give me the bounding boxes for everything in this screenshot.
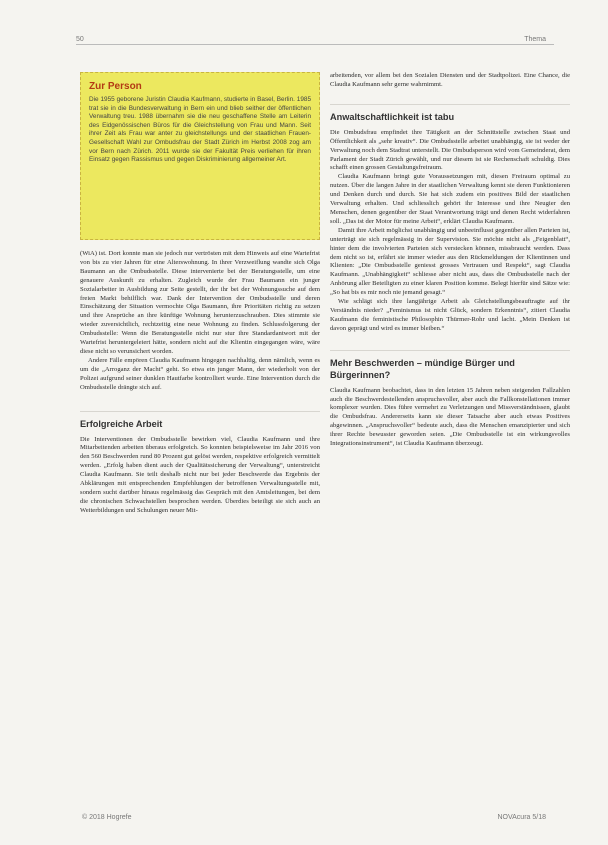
body-paragraph: arbeitenden, vor allem bei den Sozialen Diensten und der Stadtpolizei. Eine Chance, die Claudia Kaufmann sehr gerne wahrnimmt.: [330, 72, 570, 88]
section-rule: [80, 411, 320, 412]
body-paragraph: Andere Fälle empören Claudia Kaufmann hingegen nachhaltig, denn nämlich, wenn es um die „Arroganz der Macht“ geht. So etwa ein junger Mann, der wiederholt von der Polizei aufgrund seiner dunklen Hautfarbe kontrolliert wurde. Eine Intervention durch die Ombudsstelle drängte sich auf.: [80, 356, 320, 391]
info-box-title: Zur Person: [89, 81, 142, 92]
body-paragraph: Die Ombudsfrau empfindet ihre Tätigkeit an der Schnittstelle zwischen Staat und Öffentlichkeit als „sehr kreativ“. Die Ombudsstelle arbeitet unabhängig, sie ist weder der Verwaltung noch dem Stadtrat unterstellt. Die Ombudsperson wird vom Gemeinderat, dem Parlament der Stadt Zürich gewählt, und nur diesem ist sie Rechenschaft schuldig. Dies schafft einen grossen Gestaltungsfreiraum.: [330, 128, 570, 172]
section-heading: Anwaltschaftlichkeit ist tabu: [330, 111, 455, 122]
section-heading: Erfolgreiche Arbeit: [80, 418, 163, 429]
section-label: Thema: [524, 36, 546, 43]
body-paragraph: Claudia Kaufmann bringt gute Voraussetzungen mit, diesen Freiraum optimal zu nutzen. Über die langen Jahre in der staatlichen Verwaltung kennt sie deren Funktionieren und Denken durch und durch. Sie hat sich zudem ein positives Bild der staatlichen Verwaltung erhalten. Und schliesslich gehört ihr Interesse und ihre Neugier den Menschen, denen gegenüber der Staat Verantwortung trägt und denen Recht widerfahren soll. „Das ist der Motor für meine Arbeit“, erklärt Claudia Kaufmann.: [330, 173, 570, 225]
info-box: [80, 72, 320, 240]
body-paragraph: Claudia Kaufmann beobachtet, dass in den letzten 15 Jahren neben steigenden Fallzahlen auch die Beschwerdestellenden anspruchsvoller, aber auch die Fallkonstellationen immer komplexer wurden. Dies führe vermehrt zu Verletzungen und Missverständnissen, glaubt die Ombudsfrau. Andererseits kann sie dieser Tatsache aber auch etwas Positives abgewinnen. „Anspruchsvoller“ bedeute auch, dass die Menschen emanzipierter und sich ihrer Rechte bewusster geworden seien. „Die Ombudsstelle ist ein wirkungsvolles Integrationsinstrument“, ist Claudia Kaufmann überzeugt.: [330, 386, 570, 448]
body-paragraph: Damit ihre Arbeit möglichst unabhängig und unbeeinflusst gegenüber allen Parteien ist, unterträgt sie sich regelmässig in der Supervision. Sie möchte nicht als „Feigenblatt“, hinter dem die involvierten Parteien sich verstecken können, missbraucht werden. Dass dem nicht so ist, erfährt sie immer wieder aus den Rückmeldungen der Klientinnen und Klienten: „Die Ombudsstelle geniesst grosses Vertrauen und Respekt“, sagt Claudia Kaufmann. „Unabhängigkeit“ schliesse aber nicht aus, dass die Ombudsstelle nach der Anhörung aller Beteiligten zu einer klaren Position komme. Belegt hierfür sind Sätze wie: „So hat bis es mir noch nie jemand gesagt.“: [330, 226, 570, 297]
header-rule: [76, 44, 554, 45]
footer-copyright: © 2018 Hogrefe: [82, 814, 132, 821]
footer-issue: NOVAcura 5/18: [497, 814, 546, 821]
page-number: 50: [76, 36, 84, 43]
body-paragraph: Die Interventionen der Ombudsstelle bewirken viel, Claudia Kaufmann und ihre Mitarbeitenden arbeiten überaus erfolgreich. So konnten beispielsweise im Jahr 2016 von den 560 Beschwerden rund 80 Prozent gut gelöst werden, respektive erfolgreich vermittelt werden. „Erfolg haben dient auch der Qualitätssicherung der Verwaltung“, unterstreicht Claudia Kaufmann. Sie teilt deshalb nicht nur bei jeder Beschwerde das Ergebnis der Abklärungen mit entsprechenden Empfehlungen der betroffenen Verwaltungsstelle mit, sondern sucht darüber hinaus regelmässig das Gespräch mit den Amtsleitungen, bei dem die chronischen Schwachstellen besprochen werden. Überdies beteiligt sie sich auch an Weiterbildungen und Schulungen neuer Mit-: [80, 435, 320, 514]
body-paragraph: Wie schlägt sich ihre langjährige Arbeit als Gleichstellungsbeauftragte auf ihr Verständnis nieder? „Feminismus ist nicht Glück, sondern Erkenntnis“, zitiert Claudia Kaufmann die feministische Philosophin Thürmer-Rohr und lacht. „Mein Denken ist davon geprägt und wird es immer bleiben.“: [330, 298, 570, 332]
body-paragraph: (WiA) ist. Dort konnte man sie jedoch nur vertrösten mit dem Hinweis auf eine Wartefrist von bis zu vier Jahren für eine Alterswohnung. In ihrer Verzweiflung wandte sich Olga Baumann an die Ombudsstelle. Diese intervenierte bei der Beratungsstelle, um eine genauere Auskunft zu erhalten. Zugleich wurde der Frau Baumann ein junger Sozialarbeiter in Ausbildung zur Seite gestellt, der ihr bei der Wohnungssuche auf dem freien Markt behilflich war. Dank der Intervention der Ombudsstelle und deren Einschätzung der Situation vermochte Olga Baumann, ihre Prioritäten richtig zu setzen und ihre Ansprüche an ihre künftige Wohnung herunterzuschrauben. Dies stimmte sie wieder zuversichtlich, rechtzeitig eine neue Wohnung zu finden. Schlussfolgerung der Ombudsstelle: Wenn die Beratungsstelle nicht nur stur ihre Standardantwort mit der Wartefrist heruntergeleiert hätte, sondern nicht auf die Klientin eingegangen wäre, wäre diese nicht so verunsichert worden.: [80, 250, 320, 355]
right-column: [330, 72, 570, 449]
section-rule: [330, 350, 570, 351]
section-heading: Mehr Beschwerden – mündige Bürger und Bürgerinnen?: [330, 357, 515, 380]
left-column: [80, 72, 320, 516]
section-rule: [330, 104, 570, 105]
info-box-text: Die 1955 geborene Juristin Claudia Kaufmann, studierte in Basel, Berlin. 1985 trat sie in die Bundesverwaltung in Bern ein und blieb seither der öffentlichen Verwaltung treu. 1988 übernahm sie die neu geschaffene Stelle am Leiterin des Eidgenössischen Büros für die Gleichstellung von Frau und Mann. Seit ihrer Zeit als Frau war anter zu gleichstellungs und der staatlichen Frauen-Gesellschaft Wahl zur Ombudsfrau der Stadt Zürich im Herbst 2008 zog am vor Bern nach Zürich. 2011 wurde sie der Fakultät Preis verliehen für ihren Einsatz gegen Rassismus und gegen Diskriminierung allgemeiner Art.: [89, 96, 311, 164]
